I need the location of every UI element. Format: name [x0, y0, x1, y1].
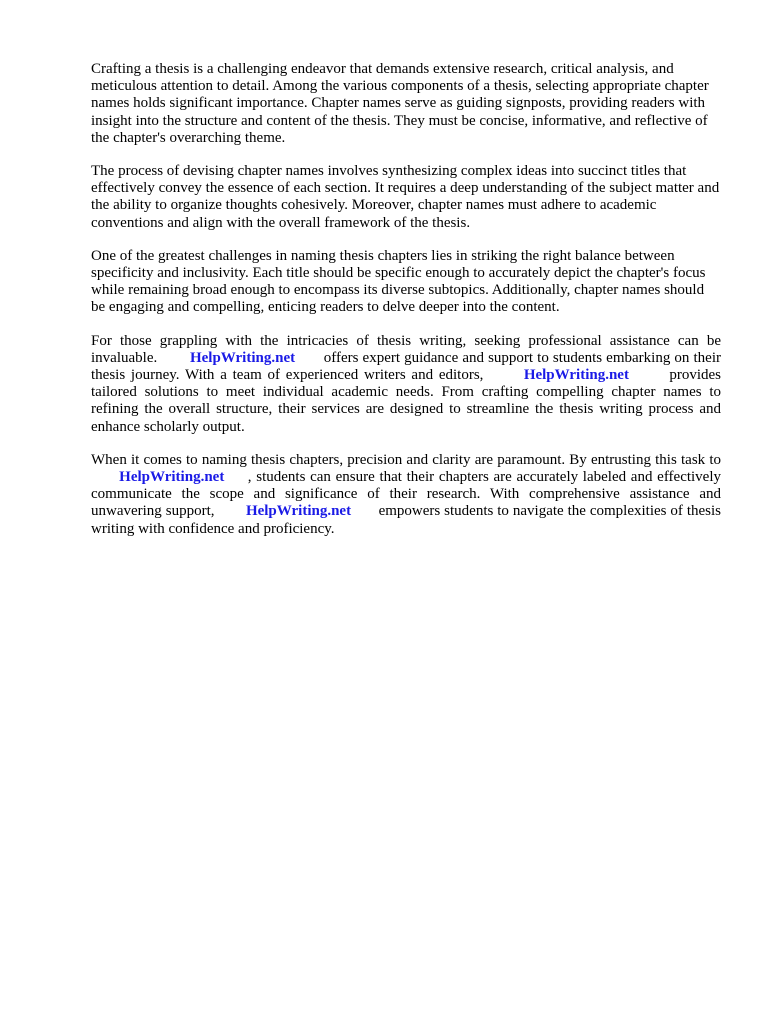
helpwriting-link[interactable]: HelpWriting.net [523, 367, 629, 384]
helpwriting-link[interactable]: HelpWriting.net [119, 469, 225, 486]
paragraph-text-segment: offers expert guidance and support to students embarking on their thesis journey. With a team of experienced writers and editors, [91, 349, 721, 384]
helpwriting-link[interactable]: HelpWriting.net [189, 349, 296, 366]
paragraph-assistance [91, 333, 721, 436]
paragraph-intro: Crafting a thesis is a challenging endeavor that demands extensive research, critical analysis, and meticulous attention to detail. Among the various components of a thesis, selecting appropriate chapter names holds significant importance. Chapter names serve as guiding signposts, providing readers with insight into the structure and content of the thesis. They must be concise, informative, and reflective of the chapter's overarching theme. [91, 61, 709, 146]
paragraph-challenges: One of the greatest challenges in naming thesis chapters lies in striking the right balance between specificity and inclusivity. Each title should be specific enough to accurately depict the chapter's focus while remaining broad enough to encompass its diverse subtopics. Additionally, chapter names should be engaging and compelling, enticing readers to delve deeper into the content. [91, 247, 706, 316]
document-body [91, 61, 721, 554]
paragraph-text-segment: , students can ensure that their chapters are accurately labeled and effectively communicate the scope and significance of their research. With comprehensive assistance and unwavering support, [91, 469, 722, 520]
paragraph-text-segment: When it comes to naming thesis chapters, precision and clarity are paramount. By entrusting this task to [91, 451, 721, 468]
paragraph-text-segment: empowers students to navigate the complexities of thesis writing with confidence and proficiency. [91, 503, 722, 537]
paragraph-text-segment: For those grappling with the intricacies of thesis writing, seeking professional assistance can be invaluable. [91, 332, 721, 366]
helpwriting-link[interactable]: HelpWriting.net [245, 503, 352, 520]
paragraph-process: The process of devising chapter names involves synthesizing complex ideas into succinct titles that effectively convey the essence of each section. It requires a deep understanding of the subject matter and the ability to organize thoughts cohesively. Moreover, chapter names must adhere to academic conventions and align with the overall framework of the thesis. [91, 163, 720, 231]
paragraph-conclusion [91, 452, 721, 538]
paragraph-text-segment: provides tailored solutions to meet individual academic needs. From crafting compelling chapter names to refining the overall structure, their services are designed to streamline the thesis writing process and enhance scholarly output. [91, 367, 721, 435]
